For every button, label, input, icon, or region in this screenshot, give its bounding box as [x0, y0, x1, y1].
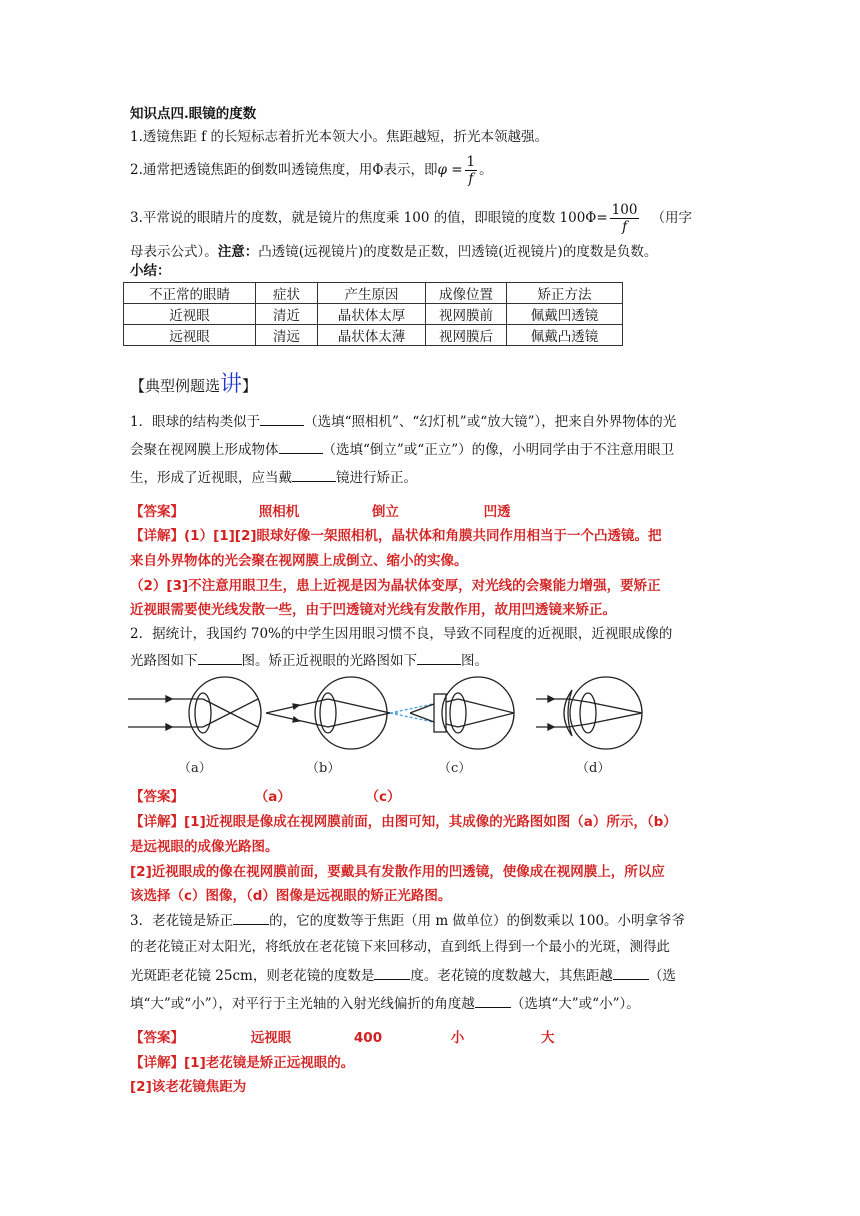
- table-header: 不正常的眼睛: [124, 283, 256, 304]
- answer-3: 【答案】 远视眼 400 小 大: [130, 1030, 555, 1046]
- question-2-line-2: 光路图如下 图。矫正近视眼的光路图如下 图。: [130, 650, 740, 671]
- question-3-line-4: 填“大”或“小”），对平行于主光轴的入射光线偏折的角度越 （选填“大”或“小”）。: [130, 993, 740, 1014]
- table-cell: 佩戴凸透镜: [507, 325, 623, 346]
- table-cell: 近视眼: [124, 304, 256, 325]
- phi-symbol: φ =: [437, 162, 463, 178]
- question-1-line-3: 生，形成了近视眼，应当戴 镜进行矫正。: [130, 467, 740, 488]
- answer-blank[interactable]: [279, 439, 323, 454]
- table-header: 矫正方法: [507, 283, 623, 304]
- table-header: 产生原因: [318, 283, 426, 304]
- table-cell: 远视眼: [124, 325, 256, 346]
- paragraph-3-cont: 母表示公式）。注意：凸透镜(远视镜片)的度数是正数，凹透镜(近视镜片)的度数是负数。: [130, 244, 658, 260]
- detail-1-line-3: （2）[3]不注意用眼卫生，患上近视是因为晶状体变厚，对光线的会聚能力增强，要矫正: [130, 578, 661, 594]
- question-1-line-2: 会聚在视网膜上形成物体 （选填“倒立”或“正立”）的像，小明同学由于不注意用眼卫: [130, 439, 740, 460]
- table-header: 症状: [256, 283, 318, 304]
- answer-blank[interactable]: [417, 650, 461, 665]
- answer-1: 【答案】 照相机 倒立 凹透: [130, 504, 511, 520]
- eye-diagram-b: [266, 677, 400, 749]
- figure-label-b: （b）: [306, 761, 341, 776]
- answer-2: 【答案】 （a） （c）: [130, 789, 401, 805]
- detail-1-line-4: 近视眼需要使光线发散一些，由于凹透镜对光线有发散作用，故用凹透镜来矫正。: [130, 602, 616, 618]
- answer-blank[interactable]: [292, 467, 336, 482]
- table-cell: 视网膜后: [426, 325, 507, 346]
- question-3-line-2: 的老花镜正对太阳光，将纸放在老花镜下来回移动，直到纸上得到一个最小的光斑，测得此: [130, 939, 670, 955]
- table-header: 成像位置: [426, 283, 507, 304]
- question-3-line-3: 光斑距老花镜 25cm，则老花镜的度数是 度。老花镜的度数越大，其焦距越 （选: [130, 965, 740, 986]
- eye-diagram-c: [390, 677, 514, 749]
- figure-label-c: （c）: [438, 761, 472, 776]
- table-cell: 佩戴凹透镜: [507, 304, 623, 325]
- question-1: 1．眼球的结构类似于 （选填“照相机”、“幻灯机”或“放大镜”），把来自外界物体的光: [130, 411, 740, 432]
- table-cell: 视网膜前: [426, 304, 507, 325]
- detail-1: 【详解】(1）[1][2]眼球好像一架照相机，晶状体和角膜共同作用相当于一个凸透镜。把: [130, 528, 662, 544]
- detail-1-line-2: 来自外界物体的光会聚在视网膜上成倒立、缩小的实像。: [130, 553, 468, 569]
- table-cell: 清远: [256, 325, 318, 346]
- table-cell: 晶状体太薄: [318, 325, 426, 346]
- eye-diagram-figure: [128, 672, 668, 780]
- figure-label-a: （a）: [178, 761, 212, 776]
- formula-fraction-2: $\frac{100}{f}$: [611, 202, 638, 235]
- examples-title: 【典型例题选讲】: [130, 372, 258, 397]
- detail-3-line-2: [2]该老花镜焦距为: [130, 1079, 247, 1095]
- answer-blank[interactable]: [233, 910, 269, 925]
- question-3: 3．老花镜是矫正 的，它的度数等于焦距（用 m 做单位）的倒数乘以 100。小明拿爷爷: [130, 910, 740, 931]
- answer-blank[interactable]: [613, 965, 649, 980]
- paragraph-3: 3.平常说的眼睛片的度数，就是镜片的焦度乘 100 的值，即眼镜的度数 100Φ= $\frac{100}{f}$ （用字: [130, 202, 692, 235]
- formula-fraction-1: $\frac{1}{f}$: [466, 154, 476, 187]
- eye-diagram-d: [536, 677, 642, 749]
- table-header-row: [124, 283, 623, 304]
- table-cell: 清近: [256, 304, 318, 325]
- paragraph-1: 1.透镜焦距 f 的长短标志着折光本领大小。焦距越短，折光本领越强。: [130, 129, 548, 145]
- eye-diagram-a: [128, 677, 261, 749]
- detail-2-line-3: [2]近视眼成的像在视网膜前面，要戴具有发散作用的凹透镜，使像成在视网膜上，所以应: [130, 864, 665, 880]
- question-2: 2．据统计，我国约 70%的中学生因用眼习惯不良，导致不同程度的近视眼，近视眼成像的: [130, 626, 673, 642]
- section-heading: 知识点四.眼镜的度数: [130, 106, 257, 122]
- detail-2-line-4: 该选择（c）图像，（d）图像是远视眼的矫正光路图。: [130, 888, 452, 904]
- table-cell: 晶状体太厚: [318, 304, 426, 325]
- detail-2: 【详解】[1]近视眼是像成在视网膜前面，由图可知，其成像的光路图如图（a）所示，（b）: [130, 814, 677, 830]
- figure-label-d: （d）: [576, 761, 611, 776]
- summary-table: [123, 282, 623, 346]
- detail-2-line-2: 是远视眼的成像光路图。: [130, 839, 279, 855]
- paragraph-2: 2.通常把透镜焦距的倒数叫透镜焦度，用Φ表示，即φ = $\frac{1}{f}$ 。: [130, 154, 493, 187]
- table-row: [124, 325, 623, 346]
- table-row: [124, 304, 623, 325]
- summary-label: 小结：: [130, 263, 171, 279]
- answer-blank[interactable]: [475, 993, 511, 1008]
- detail-3: 【详解】[1]老花镜是矫正远视眼的。: [130, 1055, 355, 1071]
- answer-blank[interactable]: [374, 965, 410, 980]
- answer-blank[interactable]: [260, 411, 304, 426]
- answer-blank[interactable]: [198, 650, 242, 665]
